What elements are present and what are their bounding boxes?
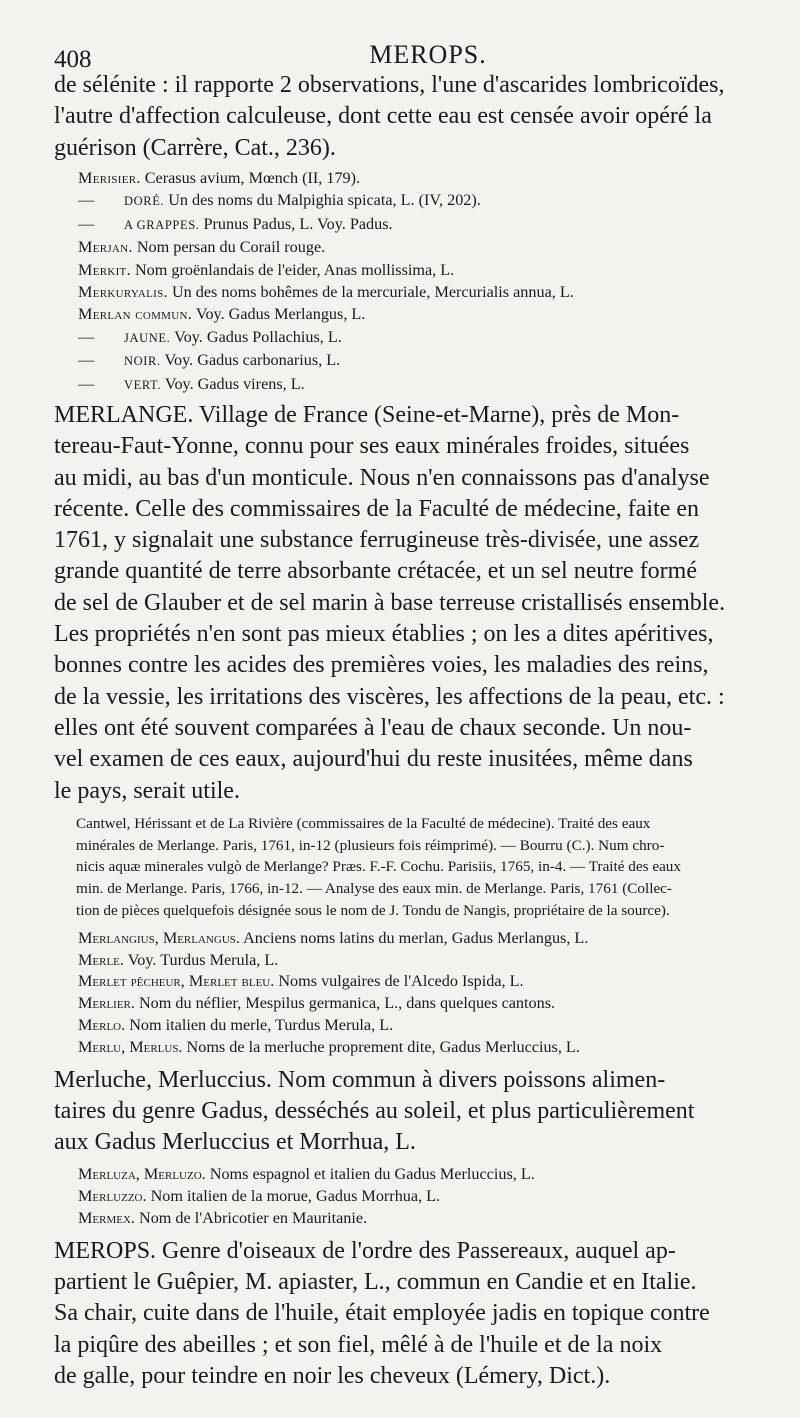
subentry-text: Prunus Padus, L. Voy. Padus. (199, 214, 393, 233)
text-line: taires du genre Gadus, desséchés au soleil, et plus particulièrement (54, 1097, 695, 1124)
dash: — (78, 214, 95, 233)
dash: — (78, 191, 95, 210)
text-line: MEROPS. Genre d'oiseaux de l'ordre des Passereaux, auquel ap- (54, 1237, 676, 1264)
text-line: de galle, pour teindre en noir les cheveux (Lémery, Dict.). (54, 1363, 611, 1390)
text-line: de la vessie, les irritations des viscères, les affections de la peau, etc. : (54, 683, 725, 710)
entry-headword: Merisier. (78, 168, 141, 187)
entry-merlangius (78, 928, 772, 950)
entry-headword: Merluza, Merluzo. (78, 1165, 206, 1184)
subentry-noir (78, 349, 772, 372)
text-line: Sa chair, cuite dans de l'huile, était employée jadis en topique contre (54, 1300, 710, 1327)
merluche-article (54, 1065, 772, 1159)
text-line: Merluche, Merluccius. Nom commun à divers poissons alimen- (54, 1066, 666, 1093)
subentry-a-grappes (78, 213, 772, 236)
biblio-line: nicis aquæ minerales vulgò de Merlange? Præs. F.-F. Cochu. Parisiis, 1765, in-4. — Traité des eaux (76, 858, 681, 876)
entry-text: Nom italien de la morue, Gadus Morrhua, L. (146, 1187, 441, 1206)
text-line: Les propriétés n'en sont pas mieux établies ; on les a dites apéritives, (54, 621, 714, 648)
entry-text: Anciens noms latins du merlan, Gadus Merlangus, L. (239, 928, 589, 947)
entry-text: Noms espagnol et italien du Gadus Merluccius, L. (205, 1165, 535, 1184)
running-head: MEROPS. (369, 40, 487, 69)
subentry-head: A GRAPPES. (124, 217, 200, 232)
text-line: guérison (Carrère, Cat., 236). (54, 134, 336, 161)
text-line: au midi, au bas d'un monticule. Nous n'en connaissons pas d'analyse (54, 464, 710, 491)
entry-text: Cerasus avium, Mœnch (II, 179). (140, 168, 361, 187)
biblio-line: min. de Merlange. Paris, 1766, in-12. — Analyse des eaux min. de Merlange. Paris, 1761 (Collec- (76, 880, 672, 898)
entry-merlan-commun (78, 303, 772, 325)
entry-text: Voy. Turdus Merula, L. (123, 950, 279, 969)
text-line: le pays, serait utile. (54, 777, 240, 804)
entry-headword: Merkit. (78, 260, 131, 279)
dash: — (78, 327, 95, 346)
text-line: de sel de Glauber et de sel marin à base terreuse cristallisés ensemble. (54, 589, 726, 616)
entry-headword: Merle. (78, 950, 124, 969)
entry-merlo (78, 1015, 772, 1037)
subentry-text: Voy. Gadus Pollachius, L. (170, 327, 342, 346)
biblio-line: tion de pièces quelquefois désignée sous le nom de J. Tondu de Nangis, propriétaire de la source). (76, 902, 670, 919)
entry-headword: Merjan. (78, 238, 133, 257)
entry-merisier (78, 167, 772, 189)
dash: — (78, 374, 95, 393)
subentry-text: Voy. Gadus virens, L. (161, 374, 305, 393)
entry-headword: Merlan commun. (78, 305, 193, 324)
text-line: elles ont été souvent comparées à l'eau de chaux seconde. Un nou- (54, 714, 692, 741)
entry-text: Nom persan du Corail rouge. (132, 238, 326, 257)
subentry-jaune (78, 326, 772, 349)
text-line: la piqûre des abeilles ; et son fiel, mêlé à de l'huile et de la noix (54, 1331, 663, 1358)
entry-text: Nom du néflier, Mespilus germanica, L., dans quelques cantons. (134, 994, 556, 1013)
subentry-head: NOIR. (124, 354, 161, 369)
entry-merluzzo (78, 1186, 772, 1208)
entry-headword: Merlier. (78, 994, 135, 1013)
entry-text: Un des noms bohêmes de la mercuriale, Mercurialis annua, L. (167, 282, 574, 301)
entry-headword: Mermex. (78, 1209, 135, 1228)
entry-merjan (78, 236, 772, 258)
entry-merlet (78, 971, 772, 993)
merl-entries (78, 928, 772, 1059)
subentry-text: Un des noms du Malpighia spicata, L. (IV, 202). (164, 191, 481, 210)
page-header (54, 30, 772, 73)
entry-headword: Merluzzo. (78, 1187, 147, 1206)
entry-text: Nom groënlandais de l'eider, Anas mollissima, L. (130, 260, 455, 279)
text-line: grande quantité de terre absorbante crétacée, et un sel neutre formé (54, 558, 697, 585)
entry-merkit (78, 259, 772, 281)
text-line: 1761, y signalait une substance ferrugineuse très-divisée, une assez (54, 527, 700, 554)
merops-article (54, 1236, 772, 1392)
text-line: MERLANGE. Village de France (Seine-et-Marne), près de Mon- (54, 401, 680, 428)
text-line: aux Gadus Merluccius et Morrhua, L. (54, 1129, 416, 1156)
entry-merluza (78, 1164, 772, 1186)
subentry-head: VERT. (124, 377, 162, 392)
subentry-text: Voy. Gadus carbonarius, L. (160, 351, 341, 370)
text-line: tereau-Faut-Yonne, connu pour ses eaux minérales froides, situées (54, 433, 690, 460)
subentry-head: JAUNE. (124, 330, 171, 345)
text-line: partient le Guêpier, M. apiaster, L., commun en Candie et en Italie. (54, 1269, 697, 1296)
entry-text: Nom italien du merle, Turdus Merula, L. (125, 1015, 394, 1034)
merlange-article (54, 400, 772, 807)
entry-text: Nom de l'Abricotier en Mauritanie. (134, 1209, 368, 1228)
text-line: de sélénite : il rapporte 2 observations, l'une d'ascarides lombricoïdes, (54, 72, 725, 98)
dash: — (78, 351, 95, 370)
entry-text: Noms vulgaires de l'Alcedo Ispida, L. (274, 972, 524, 991)
subentry-dore (78, 189, 772, 212)
text-line: récente. Celle des commissaires de la Faculté de médecine, faite en (54, 495, 700, 522)
entry-headword: Merlo. (78, 1015, 126, 1034)
page-number: 408 (54, 46, 92, 73)
entry-merlu (78, 1037, 772, 1059)
intro-paragraph (54, 70, 772, 164)
entry-headword: Merlangius, Merlangus. (78, 928, 240, 947)
entry-text: Noms de la merluche proprement dite, Gadus Merluccius, L. (182, 1037, 580, 1056)
entry-merle (78, 950, 772, 972)
text-line: bonnes contre les acides des premières voies, les maladies des reins, (54, 652, 709, 679)
text-line: vel examen de ces eaux, aujourd'hui du reste inusitées, même dans (54, 746, 693, 773)
entry-headword: Merlet pêcheur, Merlet bleu. (78, 972, 275, 991)
biblio-line: Cantwel, Hérissant et de La Rivière (commissaires de la Faculté de médecine). Traité des eaux (76, 814, 651, 832)
subentry-head: DORÉ. (124, 194, 165, 209)
entry-mermex (78, 1208, 772, 1230)
entry-text: Voy. Gadus Merlangus, L. (192, 305, 366, 324)
bibliography (76, 813, 772, 922)
entry-merkuryalis (78, 281, 772, 303)
entry-headword: Merlu, Merlus. (78, 1037, 183, 1056)
entry-merlier (78, 993, 772, 1015)
entry-headword: Merkuryalis. (78, 282, 168, 301)
subentry-vert (78, 373, 772, 396)
merlu-entries (78, 1164, 772, 1229)
biblio-line: minérales de Merlange. Paris, 1761, in-12 (plusieurs fois réimprimé). — Bourru (C.). Num chro- (76, 836, 665, 854)
merisier-entries (78, 167, 772, 396)
text-line: l'autre d'affection calculeuse, dont cette eau est censée avoir opéré la (54, 103, 712, 130)
